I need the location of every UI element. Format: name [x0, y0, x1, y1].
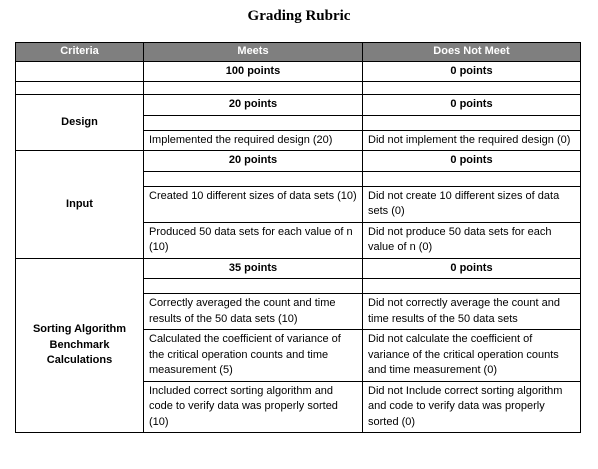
- sorting-not-meets-points: 0 points: [363, 258, 581, 279]
- header-does-not-meet: Does Not Meet: [363, 43, 581, 62]
- page-title: Grading Rubric: [247, 8, 351, 24]
- sorting-not-meets-text: Did not correctly average the count and time results of the 50 data sets: [363, 294, 581, 330]
- sorting-not-meets-text: Did not Include correct sorting algorithm and code to verify data was properly sorted (0): [363, 381, 581, 433]
- total-points-row: [16, 61, 581, 82]
- total-not-meets-points: 0 points: [363, 61, 581, 82]
- design-not-meets-points: 0 points: [363, 95, 581, 116]
- sorting-meets-text: Correctly averaged the count and time results of the 50 data sets (10): [144, 294, 363, 330]
- header-criteria: Criteria: [16, 43, 144, 62]
- sorting-points-row: [16, 258, 581, 279]
- header-row: [16, 43, 581, 62]
- header-meets: Meets: [144, 43, 363, 62]
- criteria-input: Input: [16, 151, 144, 259]
- design-not-meets-text: Did not implement the required design (0): [363, 130, 581, 151]
- input-not-meets-points: 0 points: [363, 151, 581, 172]
- blank-cell: [144, 171, 363, 186]
- blank-cell: [144, 115, 363, 130]
- criteria-design: Design: [16, 95, 144, 151]
- design-meets-points: 20 points: [144, 95, 363, 116]
- blank-cell: [363, 279, 581, 294]
- total-criteria-cell: [16, 61, 144, 82]
- design-points-row: [16, 95, 581, 116]
- spacer-row: [16, 82, 581, 95]
- total-meets-points: 100 points: [144, 61, 363, 82]
- input-meets-text: Created 10 different sizes of data sets (10): [144, 186, 363, 222]
- rubric-table: [15, 42, 581, 433]
- spacer-cell: [363, 82, 581, 95]
- input-meets-points: 20 points: [144, 151, 363, 172]
- sorting-meets-text: Included correct sorting algorithm and code to verify data was properly sorted (10): [144, 381, 363, 433]
- sorting-meets-text: Calculated the coefficient of variance of the critical operation counts and time measurement (5): [144, 330, 363, 382]
- blank-cell: [363, 171, 581, 186]
- input-meets-text: Produced 50 data sets for each value of n (10): [144, 222, 363, 258]
- input-not-meets-text: Did not create 10 different sizes of data sets (0): [363, 186, 581, 222]
- sorting-meets-points: 35 points: [144, 258, 363, 279]
- blank-cell: [363, 115, 581, 130]
- spacer-cell: [144, 82, 363, 95]
- spacer-cell: [16, 82, 144, 95]
- blank-cell: [144, 279, 363, 294]
- input-points-row: [16, 151, 581, 172]
- criteria-sorting: Sorting Algorithm Benchmark Calculations: [16, 258, 144, 433]
- design-meets-text: Implemented the required design (20): [144, 130, 363, 151]
- sorting-not-meets-text: Did not calculate the coefficient of variance of the critical operation counts and time measurement (0): [363, 330, 581, 382]
- input-not-meets-text: Did not produce 50 data sets for each value of n (0): [363, 222, 581, 258]
